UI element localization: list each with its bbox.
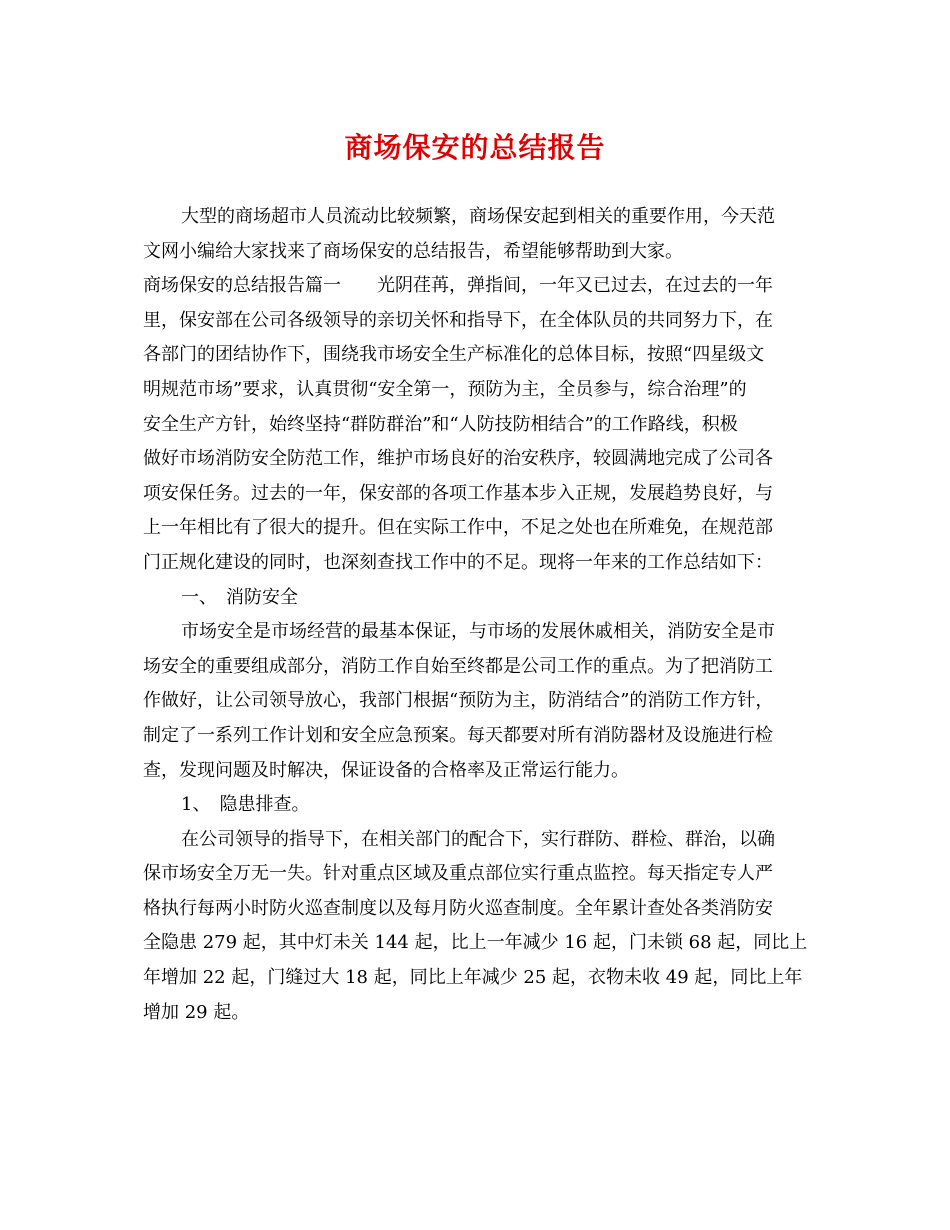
body-line: 全隐患 279 起，其中灯未关 144 起，比上一年减少 16 起，门未锁 68 起，同比上: [143, 932, 808, 954]
body-line: 增加 29 起。: [143, 1001, 250, 1023]
body-line: 商场保安的总结报告篇一 光阴荏苒，弹指间，一年又已过去，在过去的一年: [143, 275, 773, 297]
document-title: 商场保安的总结报告: [344, 131, 606, 164]
body-line: 文网小编给大家找来了商场保安的总结报告，希望能够帮助到大家。: [143, 240, 683, 262]
body-line: 制定了一系列工作计划和安全应急预案。每天都要对所有消防器材及设施进行检: [143, 724, 773, 746]
body-line: 作做好，让公司领导放心，我部门根据“预防为主，防消结合”的消防工作方针，: [143, 690, 774, 712]
section-heading: 一、 消防安全: [181, 586, 298, 608]
body-line: 查，发现问题及时解决，保证设备的合格率及正常运行能力。: [143, 759, 629, 781]
body-line: 场安全的重要组成部分，消防工作自始至终都是公司工作的重点。为了把消防工: [143, 655, 773, 677]
body-line: 各部门的团结协作下，围绕我市场安全生产标准化的总体目标，按照“四星级文: [143, 344, 765, 366]
body-line: 保市场安全万无一失。针对重点区域及重点部位实行重点监控。每天指定专人严: [143, 863, 773, 885]
body-line: 门正规化建设的同时，也深刻查找工作中的不足。现将一年来的工作总结如下：: [143, 551, 773, 573]
body-line: 里，保安部在公司各级领导的亲切关怀和指导下，在全体队员的共同努力下，在: [143, 309, 773, 331]
body-line: 在公司领导的指导下，在相关部门的配合下，实行群防、群检、群治，以确: [181, 828, 775, 850]
body-line: 做好市场消防安全防范工作，维护市场良好的治安秩序，较圆满地完成了公司各: [143, 448, 773, 470]
subsection-heading: 1、 隐患排查。: [181, 794, 310, 816]
body-line: 格执行每两小时防火巡查制度以及每月防火巡查制度。全年累计查处各类消防安: [143, 897, 773, 919]
body-line: 上一年相比有了很大的提升。但在实际工作中，不足之处也在所难免，在规范部: [143, 517, 773, 539]
body-line: 市场安全是市场经营的最基本保证，与市场的发展休戚相关，消防安全是市: [181, 621, 775, 643]
body-line: 项安保任务。过去的一年，保安部的各项工作基本步入正规，发展趋势良好，与: [143, 482, 773, 504]
body-line: 安全生产方针，始终坚持“群防群治”和“人防技防相结合”的工作路线，积极: [143, 413, 738, 435]
body-line: 大型的商场超市人员流动比较频繁，商场保安起到相关的重要作用，今天范: [181, 206, 775, 227]
document-body: [143, 200, 808, 1030]
body-line: 明规范市场”要求，认真贯彻“安全第一，预防为主，全员参与，综合治理”的: [143, 378, 747, 400]
body-line: 年增加 22 起，门缝过大 18 起，同比上年减少 25 起，衣物未收 49 起，同比上年: [143, 967, 803, 989]
